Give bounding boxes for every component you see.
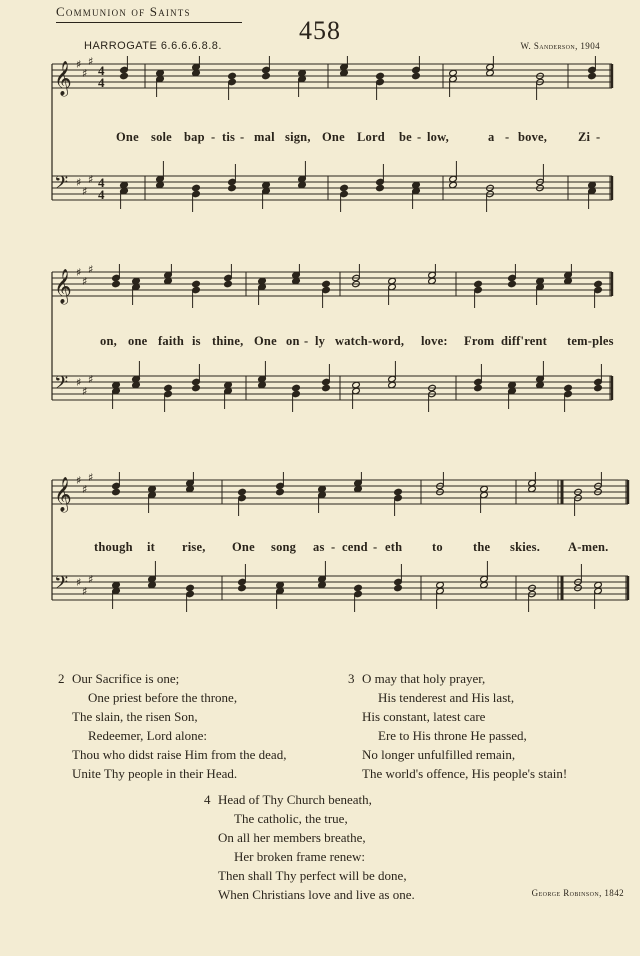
stanza-line: Unite Thy people in their Head. bbox=[72, 766, 238, 781]
stanza-line: His constant, latest care bbox=[362, 709, 486, 724]
sharp-icon: ♯ bbox=[82, 67, 88, 80]
lyric-word: sole bbox=[151, 130, 172, 144]
note-head bbox=[376, 184, 385, 191]
lyric-word: on, bbox=[100, 334, 117, 348]
note-head bbox=[228, 72, 237, 79]
composer-credit: W. Sanderson, 1904 bbox=[520, 41, 600, 51]
tune-name: HARROGATE 6.6.6.6.8.8. bbox=[84, 40, 222, 52]
stanza-line: Her broken frame renew: bbox=[234, 849, 366, 864]
sharp-icon: ♯ bbox=[82, 483, 88, 496]
lyric-word: - bbox=[417, 130, 422, 144]
treble-clef-icon: 𝄞 bbox=[54, 61, 72, 96]
lyric-word: faith bbox=[158, 334, 184, 348]
note-head bbox=[412, 72, 421, 79]
sharp-icon: ♯ bbox=[88, 573, 94, 586]
lyric-word: though bbox=[94, 540, 133, 554]
note-head bbox=[564, 384, 573, 391]
stanza-line: The catholic, the true, bbox=[234, 811, 348, 826]
stanza-line: One priest before the throne, bbox=[88, 690, 238, 705]
lyric-word: love: bbox=[421, 334, 448, 348]
bass-clef-icon: 𝄢 bbox=[54, 573, 69, 598]
note-head bbox=[474, 384, 483, 391]
text-author: George Robinson, 1842 bbox=[531, 888, 624, 898]
sharp-icon: ♯ bbox=[82, 185, 88, 198]
sharp-icon: ♯ bbox=[76, 376, 82, 389]
lyric-word: diff'rent bbox=[501, 334, 548, 348]
note-head bbox=[192, 280, 201, 287]
lyric-word: From bbox=[464, 334, 495, 348]
sharp-icon: ♯ bbox=[76, 176, 82, 189]
lyric-word: the bbox=[473, 540, 491, 554]
stanza-3 bbox=[348, 669, 568, 783]
treble-clef-icon: 𝄞 bbox=[54, 269, 72, 304]
stanza-2 bbox=[58, 669, 287, 783]
stanza-line: O may that holy prayer, bbox=[362, 671, 486, 686]
note-head bbox=[474, 280, 483, 287]
treble-clef-icon: 𝄞 bbox=[54, 477, 72, 512]
lyric-word: a bbox=[488, 130, 495, 144]
lyric-word: mal bbox=[254, 130, 275, 144]
stanza-line: No longer unfulfilled remain, bbox=[362, 747, 516, 762]
lyric-word: One bbox=[254, 334, 277, 348]
stanza-line: The slain, the risen Son, bbox=[72, 709, 198, 724]
note-head bbox=[262, 72, 271, 79]
stanza-line: On all her members breathe, bbox=[218, 830, 366, 845]
lyric-word: tem-ples bbox=[567, 334, 614, 348]
hymn-number: 458 bbox=[299, 16, 341, 45]
note-head bbox=[224, 280, 233, 287]
section-title: Communion of Saints bbox=[56, 4, 191, 19]
sharp-icon: ♯ bbox=[76, 576, 82, 589]
note-head bbox=[164, 384, 173, 391]
note-head bbox=[508, 280, 517, 287]
music-system-2 bbox=[0, 264, 640, 424]
lyric-word: cend bbox=[342, 540, 368, 554]
lyric-word: thine, bbox=[212, 334, 244, 348]
lyric-word: rise, bbox=[182, 540, 206, 554]
sharp-icon: ♯ bbox=[88, 56, 94, 68]
sharp-icon: ♯ bbox=[88, 264, 94, 276]
lyric-word: be bbox=[399, 130, 412, 144]
note-head bbox=[112, 280, 121, 287]
stanza-number: 4 bbox=[204, 792, 211, 807]
note-head bbox=[238, 488, 247, 495]
lyric-word: ly bbox=[315, 334, 326, 348]
sharp-icon: ♯ bbox=[82, 585, 88, 598]
lyric-word: as bbox=[313, 540, 325, 554]
stanza-line: Head of Thy Church beneath, bbox=[218, 792, 372, 807]
stanza-line: When Christians love and live as one. bbox=[218, 887, 415, 902]
sharp-icon: ♯ bbox=[76, 58, 82, 71]
lyric-word: song bbox=[271, 540, 297, 554]
lyric-word: it bbox=[147, 540, 156, 554]
stanza-number: 2 bbox=[58, 671, 65, 686]
stanza-line: Then shall Thy perfect will be done, bbox=[218, 868, 407, 883]
lyric-word: Lord bbox=[357, 130, 385, 144]
lyric-word: - bbox=[211, 130, 216, 144]
note-head bbox=[238, 584, 247, 591]
lyric-word: to bbox=[432, 540, 443, 554]
lyric-word: A-men. bbox=[568, 540, 609, 554]
note-head bbox=[394, 584, 403, 591]
music-system-3 bbox=[0, 472, 640, 632]
lyric-word: - bbox=[304, 334, 309, 348]
lyric-word: watch-word, bbox=[335, 334, 405, 348]
stanza-line: Ere to His throne He passed, bbox=[378, 728, 527, 743]
sharp-icon: ♯ bbox=[76, 474, 82, 487]
lyric-word: - bbox=[331, 540, 336, 554]
lyric-word: bove, bbox=[518, 130, 548, 144]
lyric-word: eth bbox=[385, 540, 403, 554]
lyric-word: on bbox=[286, 334, 300, 348]
note-head bbox=[594, 384, 603, 391]
stanza-line: Thou who didst raise Him from the dead, bbox=[72, 747, 287, 762]
time-signature-top: 4 bbox=[98, 63, 105, 78]
lyric-word: One bbox=[232, 540, 255, 554]
lyric-word: is bbox=[192, 334, 201, 348]
stanza-line: Redeemer, Lord alone: bbox=[88, 728, 207, 743]
note-head bbox=[594, 280, 603, 287]
lyric-word: - bbox=[240, 130, 245, 144]
stanza-line: His tenderest and His last, bbox=[378, 690, 515, 705]
time-signature-bottom: 4 bbox=[98, 187, 105, 202]
note-head bbox=[112, 488, 121, 495]
note-head bbox=[354, 584, 363, 591]
sharp-icon: ♯ bbox=[88, 173, 94, 186]
note-head bbox=[376, 72, 385, 79]
note-head bbox=[394, 488, 403, 495]
lyric-word: one bbox=[128, 334, 148, 348]
note-head bbox=[340, 184, 349, 191]
note-head bbox=[186, 584, 195, 591]
note-head bbox=[292, 384, 301, 391]
lyric-word: One bbox=[116, 130, 139, 144]
sharp-icon: ♯ bbox=[88, 472, 94, 484]
sharp-icon: ♯ bbox=[82, 275, 88, 288]
lyric-word: - bbox=[596, 130, 601, 144]
stanza-line: The world's offence, His people's stain! bbox=[362, 766, 568, 781]
time-signature-top: 4 bbox=[98, 175, 105, 190]
lyric-word: One bbox=[322, 130, 345, 144]
sharp-icon: ♯ bbox=[76, 266, 82, 279]
lyric-word: skies. bbox=[510, 540, 541, 554]
lyric-word: tis bbox=[222, 130, 236, 144]
music-system-1 bbox=[0, 56, 640, 216]
lyric-word: bap bbox=[184, 130, 205, 144]
stanza-line: Our Sacrifice is one; bbox=[72, 671, 180, 686]
note-head bbox=[228, 184, 237, 191]
note-head bbox=[276, 488, 285, 495]
lyric-word: - bbox=[373, 540, 378, 554]
sharp-icon: ♯ bbox=[88, 373, 94, 386]
sharp-icon: ♯ bbox=[82, 385, 88, 398]
bass-clef-icon: 𝄢 bbox=[54, 373, 69, 398]
lyric-word: Zi bbox=[578, 130, 591, 144]
bass-clef-icon: 𝄢 bbox=[54, 173, 69, 198]
lyric-word: low, bbox=[427, 130, 449, 144]
stanza-4 bbox=[204, 790, 415, 904]
time-signature-bottom: 4 bbox=[98, 75, 105, 90]
note-head bbox=[322, 384, 331, 391]
lyric-word: sign, bbox=[285, 130, 311, 144]
stanza-number: 3 bbox=[348, 671, 355, 686]
note-head bbox=[588, 72, 597, 79]
note-head bbox=[192, 184, 201, 191]
note-head bbox=[322, 280, 331, 287]
note-head bbox=[120, 72, 129, 79]
lyric-word: - bbox=[505, 130, 510, 144]
note-head bbox=[192, 384, 201, 391]
